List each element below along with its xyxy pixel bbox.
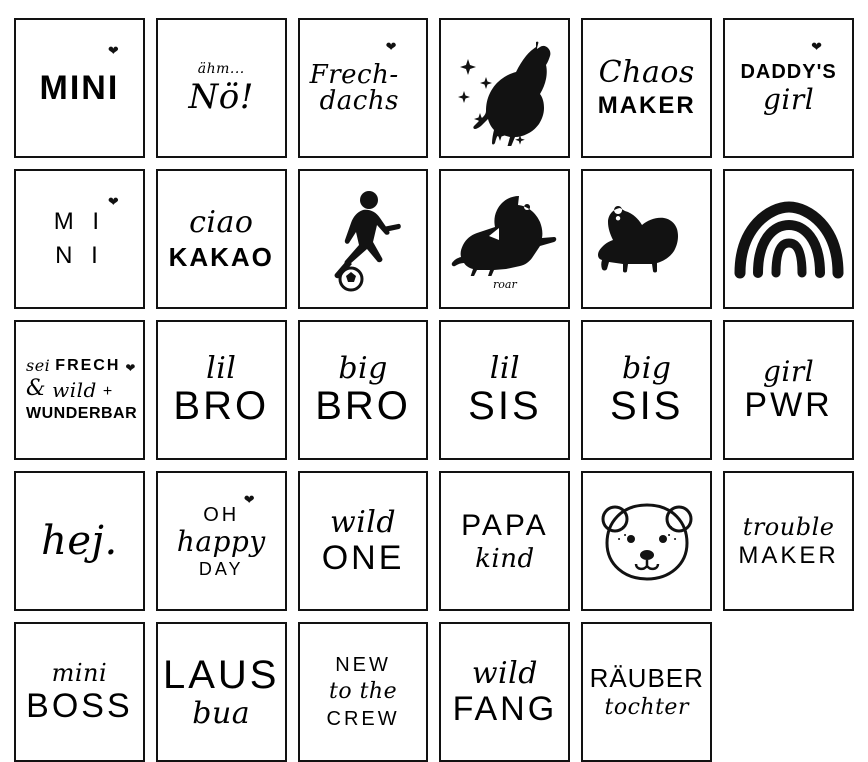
sticker-card-mi-ni[interactable]: [14, 169, 145, 309]
heart-icon: ❤: [107, 43, 119, 58]
sticker-card-girl-pwr[interactable]: [723, 320, 854, 460]
sticker-line: happy: [176, 524, 266, 558]
bear-face-icon: [587, 477, 706, 605]
sticker-line: wild: [52, 378, 97, 402]
sticker-card-papa-kind[interactable]: [439, 471, 570, 611]
sticker-line: WUNDERBAR: [26, 405, 138, 422]
heart-icon: ❤: [811, 39, 822, 54]
sticker-line: DAY: [198, 558, 244, 579]
sticker-line: MINI: [39, 69, 120, 107]
sticker-card-oh-happy-day[interactable]: [156, 471, 287, 611]
sticker-card-mini-boss[interactable]: [14, 622, 145, 762]
sticker-line: hej.: [41, 518, 118, 564]
sticker-line: FRECH: [55, 357, 121, 374]
sticker-line: girl: [762, 355, 815, 388]
heart-icon: ❤: [385, 39, 397, 54]
sticker-line: Chaos: [598, 55, 695, 90]
sticker-card-big-sis[interactable]: [581, 320, 712, 460]
brontosaurus-icon: [587, 175, 706, 303]
sticker-card-lausbua[interactable]: [156, 622, 287, 762]
sticker-line: RÄUBER: [589, 663, 704, 693]
sticker-card-t-rex-roar[interactable]: [439, 169, 570, 309]
sticker-card-soccer-player[interactable]: [298, 169, 429, 309]
sticker-card-new-to-the-crew[interactable]: [298, 622, 429, 762]
sticker-line: KAKAO: [168, 242, 274, 272]
sticker-line: PAPA: [461, 508, 549, 542]
sticker-line: lil: [489, 351, 521, 386]
sticker-card-empty-slot: [723, 622, 854, 762]
sticker-line: ONE: [321, 538, 405, 577]
sticker-line: Nö!: [188, 77, 254, 117]
sticker-card-hej[interactable]: [14, 471, 145, 611]
sticker-card-aehm-noe[interactable]: [156, 18, 287, 158]
t-rex-icon: [445, 175, 564, 303]
sticker-line: BOSS: [26, 687, 133, 725]
sticker-card-bear-face[interactable]: [581, 471, 712, 611]
sticker-line: big: [338, 351, 388, 386]
sticker-card-ciao-kakao[interactable]: [156, 169, 287, 309]
sticker-line: MAKER: [738, 541, 839, 569]
sticker-line: DADDY'S: [740, 61, 837, 83]
heart-icon: ❤: [107, 194, 119, 209]
sticker-line: +: [102, 383, 116, 400]
sticker-line: mini: [51, 659, 108, 687]
sticker-card-raeubertochter[interactable]: [581, 622, 712, 762]
sticker-line: SIS: [610, 384, 684, 428]
sticker-line: dachs: [319, 86, 399, 116]
sticker-line: BRO: [315, 384, 411, 428]
sticker-line: BRO: [173, 384, 270, 428]
sticker-card-mini-heart[interactable]: [14, 18, 145, 158]
sticker-line: roar: [493, 277, 517, 291]
sticker-line: trouble: [742, 512, 835, 541]
sticker-line: wild: [330, 504, 397, 540]
sticker-card-unicorn[interactable]: [439, 18, 570, 158]
sticker-card-brontosaurus[interactable]: [581, 169, 712, 309]
sticker-line: CREW: [326, 708, 400, 730]
sticker-line: big: [621, 351, 672, 386]
sticker-line: N I: [55, 242, 104, 269]
sticker-line: sei: [26, 356, 51, 375]
sticker-line: bua: [192, 696, 251, 731]
sticker-card-lil-sis[interactable]: [439, 320, 570, 460]
sticker-line: girl: [762, 83, 815, 116]
sticker-line: Frech-: [309, 60, 399, 90]
sticker-card-frechdachs[interactable]: [298, 18, 429, 158]
rainbow-icon: [729, 175, 848, 303]
sticker-line: &: [26, 376, 47, 401]
sticker-grid: [14, 18, 854, 762]
sticker-line: SIS: [468, 384, 542, 428]
sticker-line: ähm...: [197, 61, 245, 77]
sticker-line: tochter: [604, 695, 689, 720]
sticker-card-daddys-girl[interactable]: [723, 18, 854, 158]
sticker-line: ciao: [189, 205, 254, 240]
sticker-line: to the: [329, 679, 398, 704]
sticker-card-wild-one[interactable]: [298, 471, 429, 611]
sticker-card-lil-bro[interactable]: [156, 320, 287, 460]
sticker-line: FANG: [452, 689, 558, 728]
heart-icon: ❤: [243, 492, 255, 507]
sticker-line: wild: [471, 655, 538, 691]
sticker-line: LAUS: [162, 653, 280, 697]
sticker-line: NEW: [335, 654, 391, 676]
sticker-line: MAKER: [597, 92, 696, 119]
sticker-line: kind: [475, 543, 535, 574]
sticker-card-trouble-maker[interactable]: [723, 471, 854, 611]
sticker-line: M I: [53, 208, 106, 235]
sticker-line: OH: [203, 503, 240, 526]
sticker-line: lil: [206, 351, 237, 386]
sticker-card-wild-fang[interactable]: [439, 622, 570, 762]
heart-icon: ❤: [125, 361, 136, 375]
sticker-line: PWR: [744, 386, 833, 424]
sticker-card-chaos-maker[interactable]: [581, 18, 712, 158]
sticker-card-sei-frech-wild-wunderbar[interactable]: [14, 320, 145, 460]
sticker-card-big-bro[interactable]: [298, 320, 429, 460]
sticker-card-rainbow[interactable]: [723, 169, 854, 309]
soccer-player-icon: [304, 175, 423, 303]
unicorn-with-stars-icon: [445, 24, 564, 152]
